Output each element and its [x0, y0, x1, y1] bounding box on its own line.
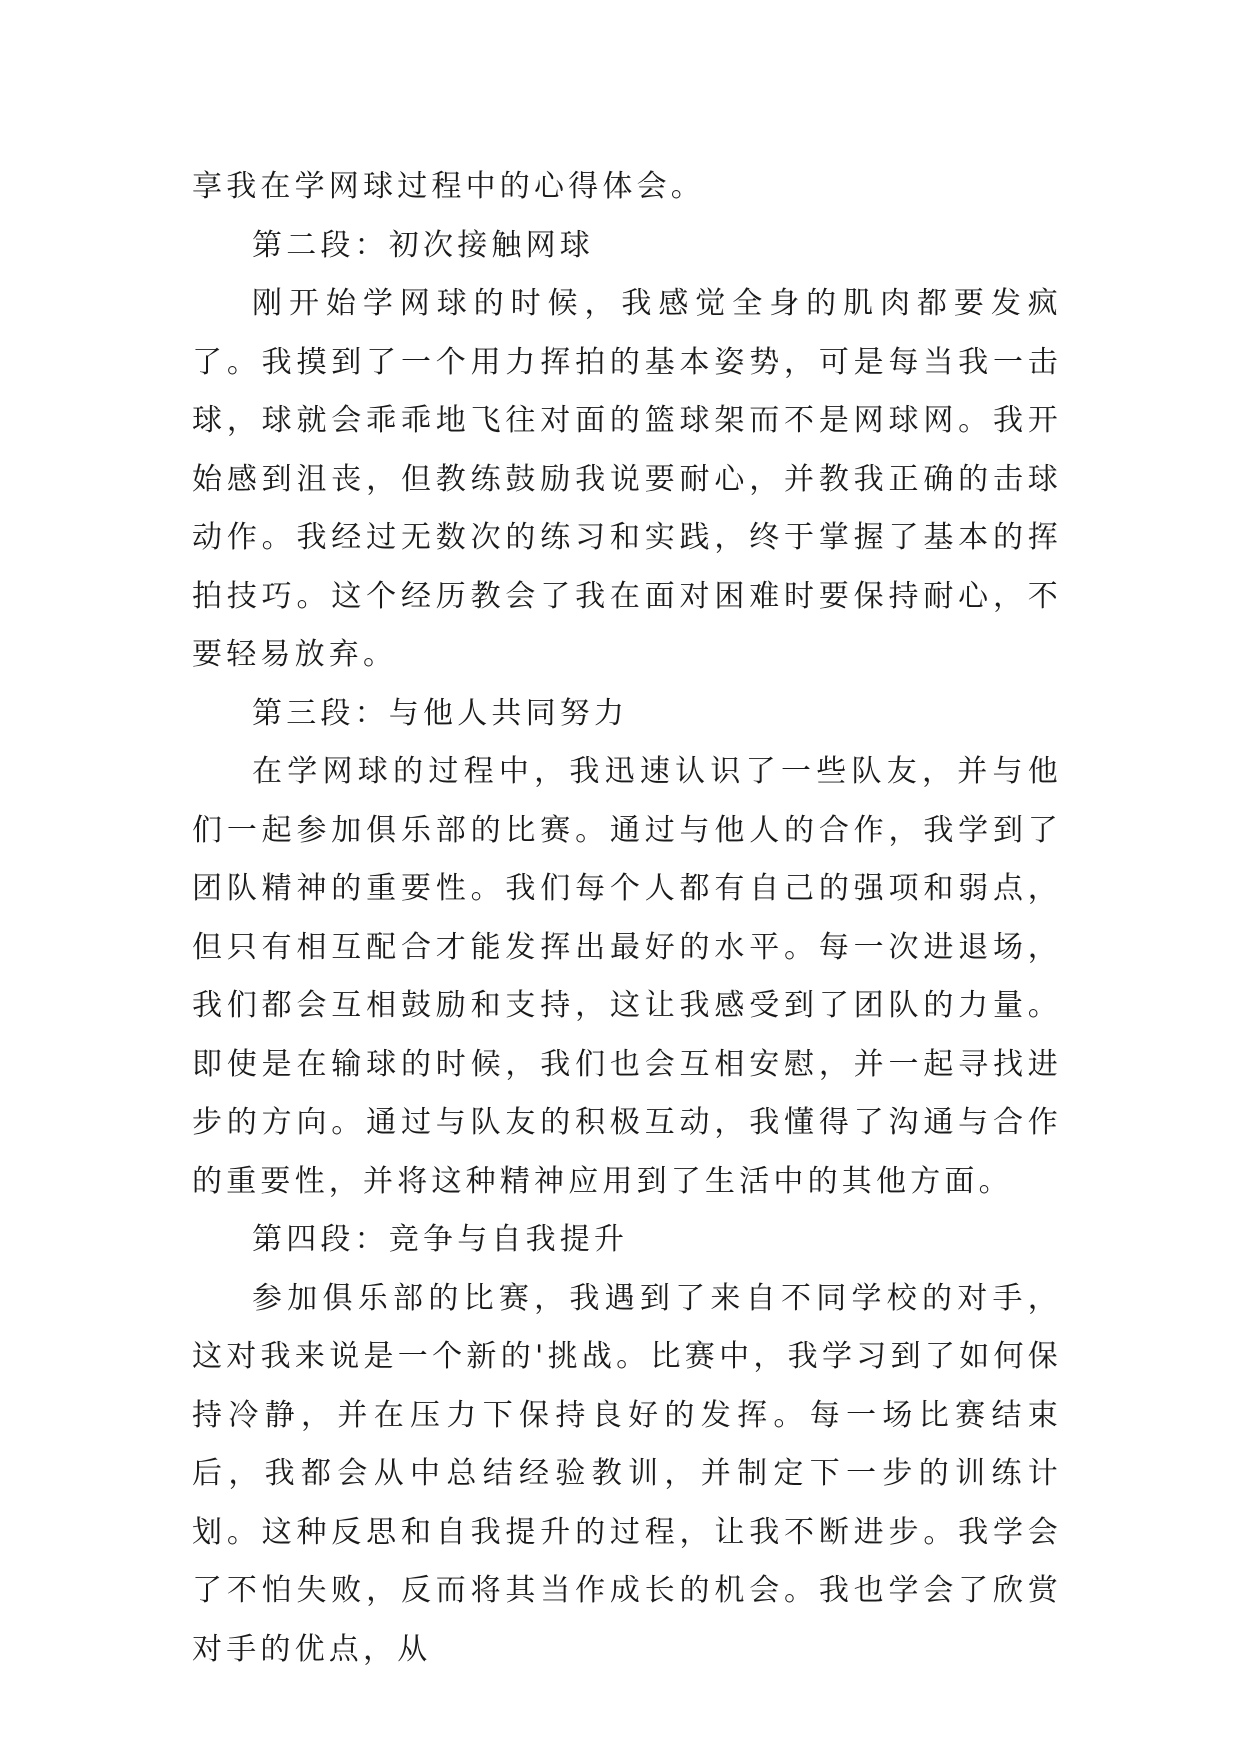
paragraph-section-2: 刚开始学网球的时候，我感觉全身的肌肉都要发疯了。我摸到了一个用力挥拍的基本姿势，可是每当我一击球，球就会乖乖地飞往对面的篮球架而不是网球网。我开始感到沮丧，但教练鼓励我说要耐心，并教我正确的击球动作。我经过无数次的练习和实践，终于掌握了基本的挥拍技巧。这个经历教会了我在面对困难时要保持耐心，不要轻易放弃。: [192, 286, 1062, 672]
section-heading-2: 第二段：初次接触网球: [252, 227, 594, 263]
paragraph-section-4: 参加俱乐部的比赛，我遇到了来自不同学校的对手，这对我来说是一个新的'挑战。比赛中，我学习到了如何保持冷静，并在压力下保持良好的发挥。每一场比赛结束后，我都会从中总结经验教训，并制定下一步的训练计划。这种反思和自我提升的过程，让我不断进步。我学会了不怕失败，反而将其当作成长的机会。我也学会了欣赏对手的优点，从: [192, 1280, 1062, 1667]
document-body: [192, 158, 1062, 1679]
paragraph-continued-intro: 享我在学网球过程中的心得体会。: [192, 169, 705, 204]
section-heading-4: 第四段：竞争与自我提升: [252, 1222, 629, 1257]
section-heading-3: 第三段：与他人共同努力: [252, 695, 629, 731]
paragraph-section-3: 在学网球的过程中，我迅速认识了一些队友，并与他们一起参加俱乐部的比赛。通过与他人的合作，我学到了团队精神的重要性。我们每个人都有自己的强项和弱点，但只有相互配合才能发挥出最好的水平。每一次进退场，我们都会互相鼓励和支持，这让我感受到了团队的力量。即使是在输球的时候，我们也会互相安慰，并一起寻找进步的方向。通过与队友的积极互动，我懂得了沟通与合作的重要性，并将这种精神应用到了生活中的其他方面。: [192, 754, 1062, 1199]
